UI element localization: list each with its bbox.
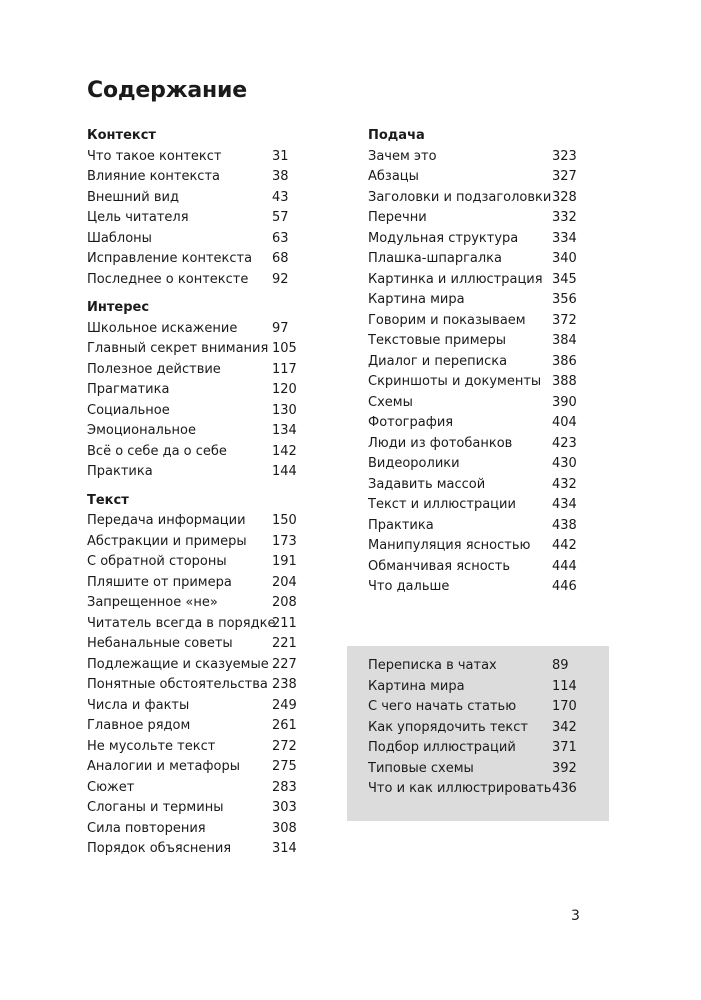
toc-entry	[87, 552, 297, 573]
toc-entry-page: 92	[272, 271, 289, 287]
toc-entry-title: Слоганы и термины	[87, 800, 224, 815]
toc-entry-page: 68	[272, 251, 289, 266]
toc-entry-page: 392	[552, 760, 577, 776]
toc-entry-page: 345	[552, 271, 577, 287]
toc-section-title: Интерес	[87, 300, 150, 315]
toc-entry-title: Шаблоны	[87, 230, 152, 246]
toc-entry	[87, 716, 297, 737]
toc-entry-title: С обратной стороны	[87, 554, 227, 569]
toc-entry-title: Исправление контекста	[87, 251, 253, 266]
toc-entry-page: 43	[272, 189, 289, 205]
toc-entry-page: 57	[272, 210, 289, 225]
toc-entry-page: 340	[552, 251, 577, 266]
toc-entry	[368, 331, 580, 352]
sidebar-box-entry	[368, 656, 598, 677]
toc-entry-title: Перечни	[368, 210, 427, 225]
toc-entry-title: Фотография	[368, 415, 454, 430]
toc-entry-page: 117	[272, 361, 297, 377]
toc-entry	[87, 839, 297, 860]
toc-entry	[87, 737, 297, 758]
sidebar-box-entry	[368, 779, 598, 800]
toc-entry-page: 371	[552, 740, 577, 755]
toc-entry	[368, 413, 580, 434]
toc-entry	[87, 270, 297, 291]
toc-entry	[87, 798, 297, 819]
toc-entry	[87, 655, 297, 676]
toc-entry	[368, 290, 580, 311]
toc-entry	[368, 372, 580, 393]
sidebar-box-list	[368, 656, 598, 800]
page-number: 3	[571, 908, 580, 924]
toc-entry-title: Цель читателя	[87, 210, 189, 225]
toc-entry-title: Всё о себе да о себе	[87, 443, 227, 459]
toc-entry-title: Что такое контекст	[87, 148, 222, 164]
toc-entry-title: Подлежащие и сказуемые	[87, 656, 269, 672]
toc-entry-page: 342	[552, 719, 577, 735]
toc-entry-page: 227	[272, 656, 297, 672]
toc-entry-page: 142	[272, 443, 297, 459]
toc-entry-title: Сюжет	[87, 779, 135, 795]
toc-entry-page: 390	[552, 394, 577, 410]
toc-entry-title: Внешний вид	[87, 189, 179, 205]
toc-left-column	[87, 126, 297, 860]
toc-entry-page: 444	[552, 558, 577, 574]
toc-entry-page: 134	[272, 423, 297, 438]
toc-entry	[87, 462, 297, 483]
toc-entry-title: Сила повторения	[87, 820, 206, 836]
toc-entry	[368, 167, 580, 188]
toc-entry-title: Задавить массой	[368, 476, 486, 492]
toc-section	[87, 126, 297, 290]
toc-entry-title: Плашка-шпаргалка	[368, 251, 502, 266]
sidebar-box-entry	[368, 697, 598, 718]
toc-entry	[87, 339, 297, 360]
toc-entry-page: 63	[272, 230, 289, 246]
sidebar-box	[347, 646, 609, 821]
toc-entry-title: Зачем это	[368, 148, 437, 164]
toc-entry	[87, 188, 297, 209]
toc-entry-title: Абстракции и примеры	[87, 533, 247, 549]
toc-entry-page: 191	[272, 554, 297, 569]
toc-entry-title: Влияние контекста	[87, 169, 220, 184]
toc-entry-page: 283	[272, 779, 297, 795]
toc-entry-page: 272	[272, 738, 297, 754]
toc-entry	[368, 147, 580, 168]
toc-entry	[87, 696, 297, 717]
toc-entry-title: Видеоролики	[368, 456, 460, 471]
toc-entry-title: Переписка в чатах	[368, 658, 497, 673]
toc-entry-title: Диалог и переписка	[368, 353, 508, 369]
toc-entry	[87, 442, 297, 463]
toc-section	[368, 126, 580, 598]
toc-entry-title: Схемы	[368, 394, 413, 410]
toc-entry	[368, 557, 580, 578]
toc-entry-page: 356	[552, 292, 577, 307]
toc-section-title: Подача	[368, 128, 425, 143]
toc-entry	[87, 634, 297, 655]
toc-entry-page: 332	[552, 210, 577, 225]
toc-entry-page: 208	[272, 595, 297, 610]
toc-entry-title: Обманчивая ясность	[368, 558, 511, 574]
toc-entry-title: Главный секрет внимания	[87, 341, 269, 356]
toc-entry-page: 97	[272, 320, 289, 336]
toc-entry-title: Социальное	[87, 402, 170, 418]
toc-entry-page: 430	[552, 456, 577, 471]
toc-entry	[368, 434, 580, 455]
toc-entry	[368, 188, 580, 209]
toc-entry-title: Последнее о контексте	[87, 271, 249, 287]
toc-entry	[368, 249, 580, 270]
toc-entry	[87, 249, 297, 270]
toc-entry-page: 150	[272, 513, 297, 528]
toc-entry-page: 204	[272, 574, 297, 590]
toc-entry-title: Аналогии и метафоры	[87, 759, 240, 774]
toc-entry	[368, 311, 580, 332]
toc-entry-page: 211	[272, 615, 297, 631]
toc-entry-page: 130	[272, 402, 297, 418]
toc-entry-page: 249	[272, 697, 297, 713]
toc-entry	[368, 229, 580, 250]
toc-entry	[368, 270, 580, 291]
toc-entry-page: 105	[272, 341, 297, 356]
toc-entry	[87, 593, 297, 614]
toc-entry-page: 38	[272, 169, 289, 184]
toc-entry	[368, 208, 580, 229]
toc-entry	[368, 495, 580, 516]
toc-entry	[87, 421, 297, 442]
toc-entry-title: Заголовки и подзаголовки	[368, 189, 552, 205]
toc-entry-title: Текст и иллюстрации	[368, 497, 516, 512]
toc-entry-title: Числа и факты	[87, 697, 190, 713]
toc-entry-page: 323	[552, 148, 577, 164]
toc-entry-page: 388	[552, 374, 577, 389]
page-title: Содержание	[87, 78, 247, 103]
toc-entry-page: 386	[552, 353, 577, 369]
toc-entry-page: 144	[272, 464, 297, 479]
toc-entry	[368, 577, 580, 598]
toc-entry-title: Картинка и иллюстрация	[368, 271, 543, 287]
toc-entry-title: Порядок объяснения	[87, 841, 232, 856]
toc-entry-page: 372	[552, 312, 577, 328]
toc-entry-page: 114	[552, 678, 577, 694]
toc-entry-page: 436	[552, 781, 577, 796]
toc-entry	[87, 675, 297, 696]
toc-entry	[87, 229, 297, 250]
toc-entry-title: Картина мира	[368, 292, 465, 307]
toc-section-title: Текст	[87, 492, 129, 508]
toc-entry-title: Подбор иллюстраций	[368, 740, 516, 755]
toc-entry	[87, 511, 297, 532]
toc-entry	[87, 208, 297, 229]
toc-entry-page: 221	[272, 636, 297, 651]
toc-entry	[87, 147, 297, 168]
toc-entry-page: 31	[272, 148, 289, 164]
toc-entry-page: 261	[272, 718, 297, 733]
toc-entry	[368, 352, 580, 373]
toc-entry	[87, 819, 297, 840]
toc-entry	[368, 454, 580, 475]
toc-entry-title: Полезное действие	[87, 361, 221, 377]
toc-entry-page: 434	[552, 497, 577, 512]
toc-entry-page: 275	[272, 759, 297, 774]
toc-entry	[368, 536, 580, 557]
toc-entry-title: Эмоциональное	[87, 423, 196, 438]
toc-entry-title: Картина мира	[368, 678, 465, 694]
toc-section-title: Контекст	[87, 128, 156, 143]
toc-section	[87, 491, 297, 860]
toc-entry-page: 442	[552, 538, 577, 553]
toc-entry-title: Пляшите от примера	[87, 574, 232, 590]
toc-entry-title: Передача информации	[87, 513, 246, 528]
toc-entry-title: Читатель всегда в порядке	[87, 615, 276, 631]
toc-entry-page: 314	[272, 841, 297, 856]
toc-entry-title: Практика	[87, 464, 153, 479]
toc-entry-page: 423	[552, 435, 577, 451]
toc-entry	[87, 380, 297, 401]
toc-entry-title: Манипуляция ясностью	[368, 538, 531, 553]
toc-entry-title: Абзацы	[368, 169, 419, 184]
toc-entry-page: 173	[272, 533, 297, 549]
toc-entry-title: Как упорядочить текст	[368, 719, 528, 735]
toc-entry	[87, 757, 297, 778]
toc-entry-page: 327	[552, 169, 577, 184]
toc-entry	[87, 778, 297, 799]
toc-entry	[87, 167, 297, 188]
sidebar-box-entry	[368, 677, 598, 698]
toc-entry-page: 120	[272, 382, 297, 397]
toc-entry-page: 438	[552, 517, 577, 533]
toc-entry-title: Главное рядом	[87, 718, 191, 733]
toc-entry-title: Люди из фотобанков	[368, 435, 513, 451]
toc-entry	[87, 319, 297, 340]
toc-right-column	[368, 126, 580, 598]
sidebar-box-entry	[368, 718, 598, 739]
toc-entry-page: 170	[552, 699, 577, 714]
toc-entry	[87, 360, 297, 381]
toc-entry-title: Понятные обстоятельства	[87, 677, 268, 692]
toc-entry-page: 238	[272, 677, 297, 692]
toc-entry-title: Прагматика	[87, 382, 170, 397]
toc-entry-page: 303	[272, 800, 297, 815]
toc-entry-page: 308	[272, 820, 297, 836]
toc-entry-title: Небанальные советы	[87, 636, 233, 651]
toc-entry-page: 446	[552, 579, 577, 594]
toc-entry-title: С чего начать статью	[368, 699, 517, 714]
toc-entry-page: 384	[552, 333, 577, 348]
toc-entry-title: Не мусольте текст	[87, 738, 216, 754]
toc-entry-page: 404	[552, 415, 577, 430]
toc-entry	[87, 532, 297, 553]
sidebar-box-entry	[368, 759, 598, 780]
toc-entry-page: 334	[552, 230, 577, 246]
toc-entry	[368, 516, 580, 537]
toc-entry-page: 328	[552, 189, 577, 205]
toc-entry-title: Практика	[368, 517, 434, 533]
toc-section	[87, 298, 297, 483]
toc-entry	[87, 614, 297, 635]
toc-entry-page: 89	[552, 658, 569, 673]
toc-entry-title: Говорим и показываем	[368, 312, 526, 328]
toc-entry-page: 432	[552, 476, 577, 492]
toc-entry	[368, 393, 580, 414]
toc-entry	[87, 573, 297, 594]
sidebar-box-entry	[368, 738, 598, 759]
toc-entry-title: Школьное искажение	[87, 320, 238, 336]
toc-entry-title: Текстовые примеры	[368, 333, 507, 348]
toc-entry	[368, 475, 580, 496]
toc-entry-title: Что и как иллюстрировать	[368, 781, 552, 796]
toc-entry-title: Что дальше	[368, 579, 450, 594]
toc-entry-title: Скриншоты и документы	[368, 374, 542, 389]
toc-entry-title: Модульная структура	[368, 230, 519, 246]
toc-entry	[87, 401, 297, 422]
toc-entry-title: Запрещенное «не»	[87, 595, 218, 610]
toc-entry-title: Типовые схемы	[368, 760, 474, 776]
